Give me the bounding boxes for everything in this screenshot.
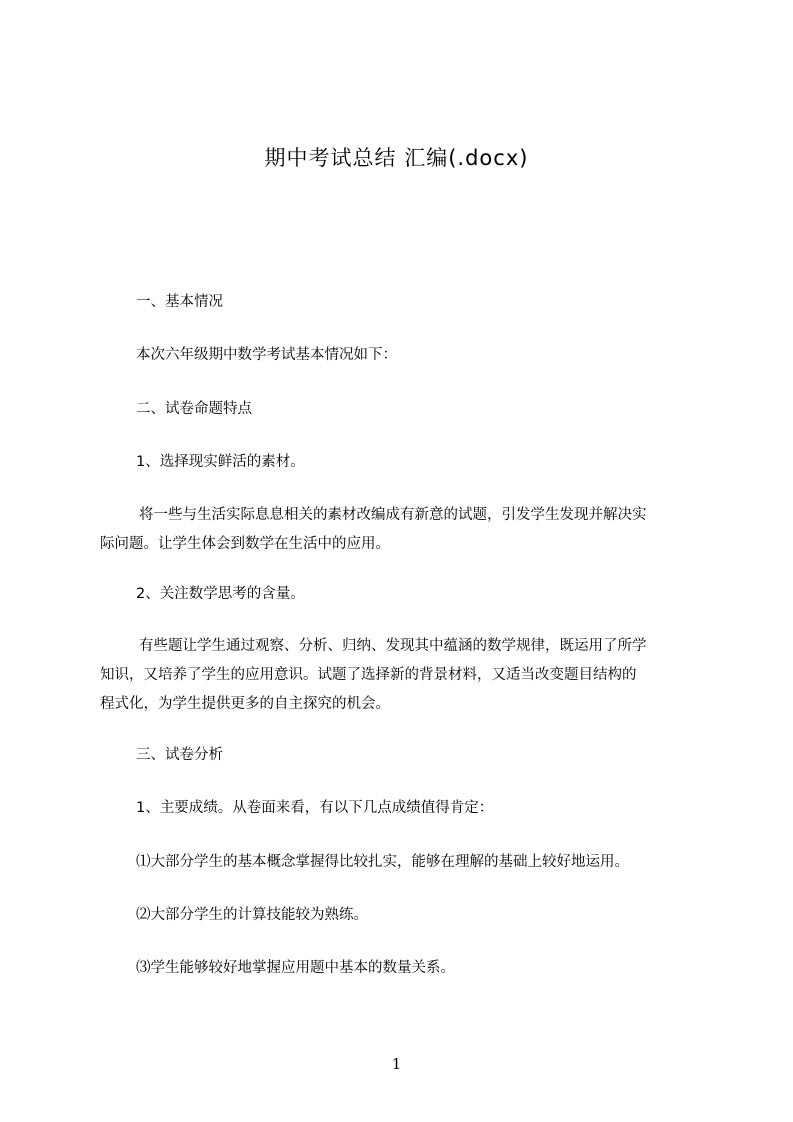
analysis-item-1: 1、主要成绩。从卷面来看，有以下几点成绩值得肯定：: [136, 800, 494, 816]
feature-item-2: 2、关注数学思考的含量。: [136, 586, 305, 602]
document-title: 期中考试总结 汇编(.docx): [264, 146, 529, 170]
feature-item-1: 1、选择现实鲜活的素材。: [136, 454, 305, 470]
section-heading-analysis: 三、试卷分析: [136, 747, 223, 763]
paragraph-line: 际问题。让学生体会到数学在生活中的应用。: [100, 536, 390, 552]
section-heading-basic: 一、基本情况: [136, 294, 223, 310]
paragraph-line: 程式化，为学生提供更多的自主探究的机会。: [100, 696, 390, 712]
paragraph-line: 知识，又培养了学生的应用意识。试题了选择新的背景材料，又适当改变题目结构的: [100, 667, 637, 683]
analysis-point-3: ⑶学生能够较好地掌握应用题中基本的数量关系。: [136, 960, 455, 976]
analysis-point-2: ⑵大部分学生的计算技能较为熟练。: [136, 907, 368, 923]
paragraph-feature-1: [100, 501, 700, 559]
paragraph-line: 将一些与生活实际息息相关的素材改编成有新意的试题，引发学生发现并解决实: [139, 507, 647, 523]
paragraph-line: 有些题让学生通过观察、分析、归纳、发现其中蕴涵的数学规律，既运用了所学: [139, 638, 647, 654]
paragraph-basic-info: 本次六年级期中数学考试基本情况如下：: [136, 347, 397, 363]
analysis-point-1: ⑴大部分学生的基本概念掌握得比较扎实，能够在理解的基础上较好地运用。: [136, 854, 629, 870]
paragraph-feature-2: [100, 632, 700, 719]
page-number: 1: [391, 1055, 402, 1073]
section-heading-features: 二、试卷命题特点: [136, 401, 252, 417]
